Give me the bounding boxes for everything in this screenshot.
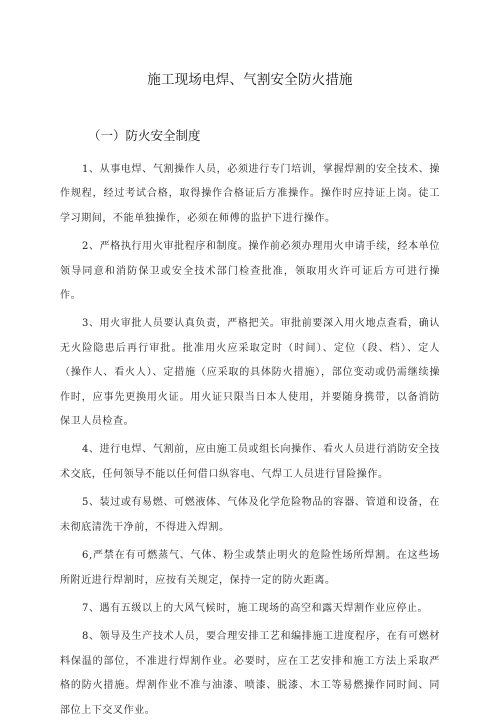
paragraph-5: 5、装过或有易燃、可燃液体、气体及化学危险物品的容器、管道和设备，在未彻底清洗干净前，不得进入焊割。 — [60, 497, 440, 533]
paragraph-7: 7、遇有五级以上的大风气候时，施工现场的高空和露天焊割作业应停止。 — [82, 602, 429, 614]
paragraph-1: 1、从事电焊、气割操作人员，必须进行专门培训，掌握焊割的安全技术、操作规程，经过考试合格，取得操作合格证后方准操作。操作时应持证上岗。徒工学习期间，不能单独操作，必须在师傅的监护下进行操作。 — [60, 164, 440, 224]
paragraph-6: 6,严禁在有可燃蒸气、气体、粉尘或禁止明火的危险性场所焊割。在这些场所附近进行焊割时，应按有关规定，保持一定的防火距离。 — [60, 550, 440, 586]
paragraph-4: 4、进行电焊、气割前，应由施工员或组长向操作、看火人员进行消防安全技术交底，任何领导不能以任何借口纵容电、气焊工人员进行冒险操作。 — [60, 444, 440, 480]
document-body — [60, 158, 440, 723]
document-title: 施工现场电焊、气割安全防火措施 — [147, 72, 353, 88]
section-heading: （一）防火安全制度 — [88, 128, 201, 143]
paragraph-2: 2、严格执行用火审批程序和制度。操作前必须办理用火申请手续，经本单位领导同意和消防保卫或安全技术部门检查批准，领取用火许可证后方可进行操作。 — [60, 241, 440, 302]
paragraph-3: 3、用火审批人员要认真负责，严格把关。审批前要深入用火地点查看，确认无火险隐患后再行审批。批准用火应采取定时（时间）、定位（段、档）、定人（操作人、看火人）、定措施（应采取的具体防火措施），部位变动或仍需继续操作时，应事先更换用火证。用火证只限当日本人使用，并要随身携带，以备消防保卫人员检查。 — [60, 318, 440, 428]
paragraph-8: 8、领导及生产技术人员，要合理安排工艺和编排施工进度程序，在有可燃材料保温的部位，不准进行焊割作业。必要时，应在工艺安排和施工方法上采取严格的防火措施。焊割作业不准与油漆、喷漆、脱漆、木工等易燃操作同时间、同部位上下交叉作业。 — [60, 631, 440, 716]
